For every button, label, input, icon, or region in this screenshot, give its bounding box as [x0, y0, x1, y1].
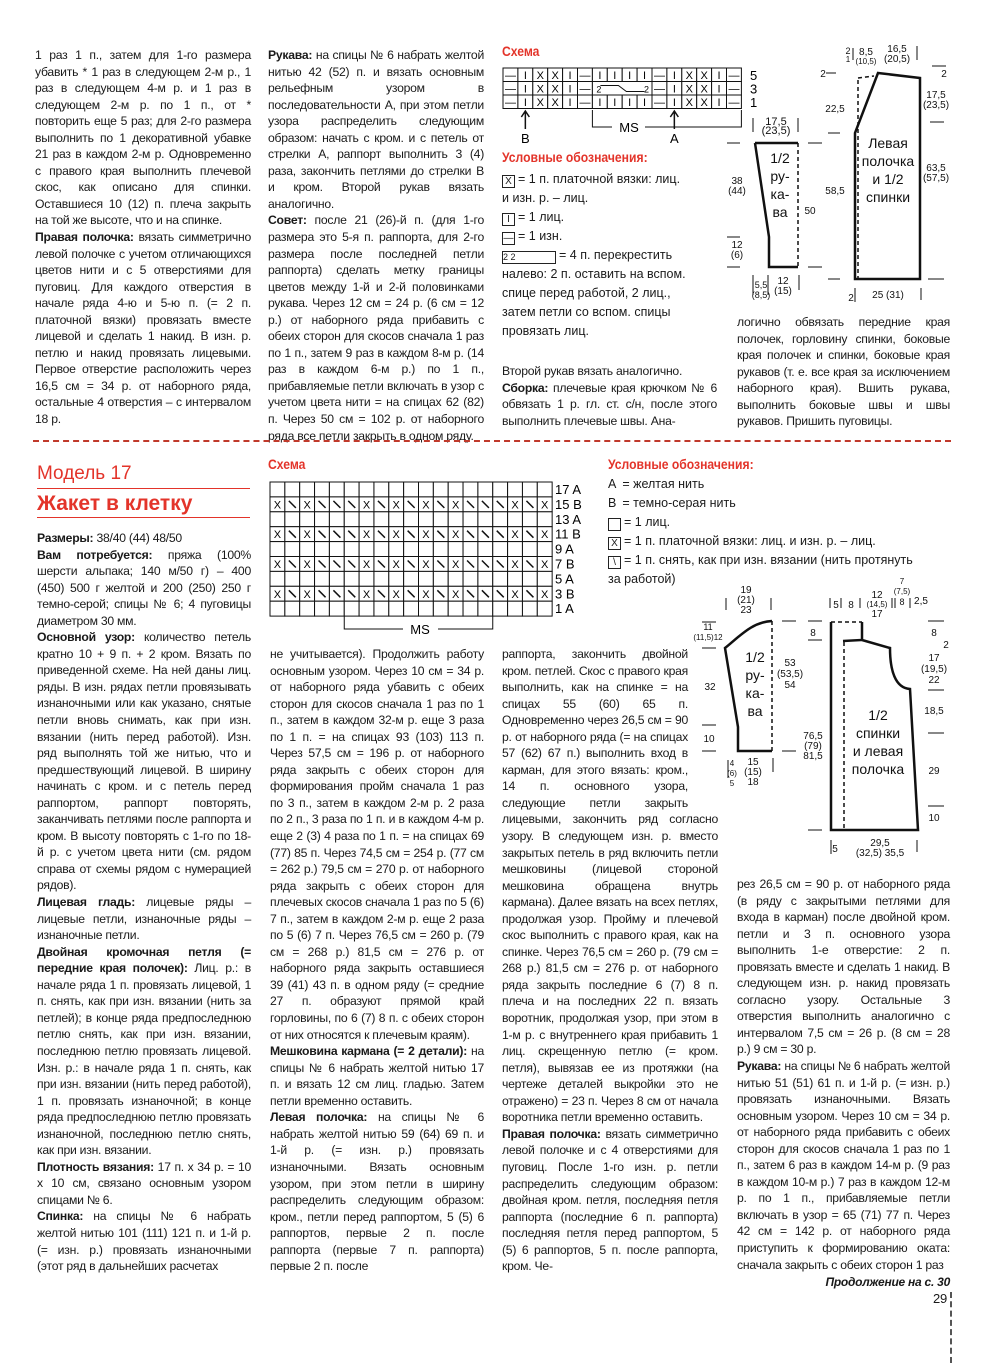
- legend-symbol-icon: I: [502, 213, 515, 226]
- scheme-symbol: I: [672, 83, 676, 96]
- dim-label: (44): [728, 186, 746, 197]
- row-label: 5 A: [555, 571, 574, 587]
- paragraph-text: лицевые ряды – лицевые петли, изнаночные ряды – изнаночные петли.: [37, 895, 251, 943]
- scheme-symbol: —: [579, 97, 591, 109]
- scheme-symbol: —: [728, 70, 740, 82]
- scheme-symbol: X: [273, 559, 282, 571]
- scheme-symbol: X: [273, 588, 282, 601]
- legend-symbol-icon: B: [608, 496, 617, 510]
- dim-label: (23,5): [922, 100, 950, 111]
- scheme-symbol: X: [273, 529, 282, 542]
- dim-label: 8: [810, 628, 816, 639]
- scheme-symbol: X: [541, 559, 549, 571]
- dim-label: 22,5: [825, 104, 845, 115]
- dim-label: 17,5: [926, 90, 946, 101]
- paragraph-text: логично обвязать передние края полочек, горловину спинки, боковые края полочек и спинки, боковые края рукавов (т. е. все края за исключением наборного края). Вшить рукава, выполнить боковые швы и швы рукавов. Пришить пуговицы.: [737, 315, 950, 429]
- dim-label: 5,5: [754, 280, 768, 290]
- row-label: 17 A: [555, 482, 582, 497]
- piece-label: 1/2: [868, 707, 888, 723]
- page-edge-dash: [950, 1292, 952, 1363]
- dim-label: 2: [848, 293, 854, 304]
- dim-label: 81,5: [803, 751, 823, 762]
- dim-label: 5: [832, 844, 838, 855]
- scheme-symbol: X: [422, 529, 430, 542]
- dim-label: 63,5: [926, 163, 946, 174]
- paragraph-heading: Правая полочка:: [35, 230, 134, 245]
- dim-label: 38: [731, 176, 743, 187]
- top-legend-title: Условные обозначения:: [502, 150, 648, 165]
- legend-text: = желтая нить: [622, 477, 705, 491]
- scheme-symbol: —: [504, 83, 516, 96]
- dim-label: (15): [744, 767, 762, 778]
- dim-label: 10: [928, 813, 940, 824]
- scheme-symbol: I: [568, 83, 572, 96]
- piece-label: ру-: [745, 667, 765, 683]
- ms-label: MS: [619, 120, 639, 135]
- dim-label: 2: [845, 46, 851, 56]
- row-label: 1 A: [555, 601, 574, 617]
- scheme-symbol: X: [685, 70, 693, 82]
- scheme-symbol: I: [613, 97, 617, 109]
- scheme-symbol: —: [504, 70, 516, 82]
- continued-note: Продолжение на с. 30: [825, 1275, 950, 1290]
- scheme-symbol: —: [653, 83, 665, 96]
- dim-label: 17: [928, 653, 940, 664]
- piece-label: и левая: [852, 743, 904, 759]
- piece-label: ва: [772, 204, 788, 220]
- scheme-symbol: X: [273, 499, 282, 512]
- dim-label: 1: [845, 55, 851, 64]
- legend-text: спице перед работой, 2 лиц.,: [502, 286, 671, 300]
- scheme-symbol: I: [568, 70, 572, 82]
- scheme-symbol: X: [392, 499, 400, 512]
- paragraph-text: не учитывается). Продолжить работу основным узором. Через 10 см = 34 р. от наборного ряда убавить с обеих сторон для скосов сначала 1 раз по 1 п., затем в каждом 32-м р. еще 3 раза по 1 п. = на спицах 93 (103) 113 п. Через 57,5 см = 196 р. от наборного ряда закрыть с обеих сторон для формирования пройм сначала 1 раз по 3 п., затем в каждом 2-м р. 2 раза по 2 п., 3 раза по 1 п. и в каждом 4-м р. еще 2 (3) 4 раза по 1 п. = на спицах 69 (77) 85 п. Через 74,5 см = 254 р. (77 см = 262 р.) 79,5 см = 270 р. от наборного ряда закрыть с обеих сторон для плечевых скосов сначала 1 раз по 5 (6) 7 п., затем в каждом 2-м р. еще 2 раза по 5 (6) 7 п. Через 76,5 см = 260 р. (79 см = 268 р.) 81,5 см = 276 р. от наборного ряда закрыть оставшиеся 39 (41) 43 п. в одном ряду (= средние 27 п. образуют прямой край горловины, по 6 (7) 8 п. с обеих сторон от них относятся к плечевым краям).: [270, 647, 484, 1042]
- scheme-symbol: X: [700, 83, 708, 96]
- paragraph-heading: Совет:: [268, 213, 307, 228]
- dim-label: 8: [899, 597, 905, 607]
- legend-text: = темно-серая нить: [622, 496, 736, 510]
- arrow-label: B: [521, 131, 530, 146]
- piece-label: спинки: [865, 189, 911, 205]
- paragraph-text: на спицы № 6 набрать желтой нитью 59 (64) 69 п. и 1-й р. (= изн. р.) провязать изнаночными. Вязать основным узором, при этом петли в ширину распределить следующим образом: кром., петли перед раппортом, 5 (5) 6 раппортов, первые 2 п. после раппорта (первые 7 п. раппорта) первые 2 п. после: [270, 1110, 484, 1274]
- scheme-symbol: X: [511, 559, 519, 571]
- arrow-label: A: [670, 131, 679, 146]
- scheme-symbol: X: [362, 529, 371, 542]
- paragraph-heading: Лицевая гладь:: [37, 895, 136, 910]
- bottom-column-4-wrap: [737, 876, 950, 1307]
- scheme-symbol: I: [672, 70, 676, 82]
- dim-label: (6): [727, 769, 737, 778]
- dim-label: 23: [740, 605, 752, 616]
- scheme-symbol: X: [362, 499, 371, 512]
- legend-text: = 4 п. перекрестить: [559, 248, 673, 262]
- dim-label: 8: [848, 600, 854, 611]
- scheme-symbol: I: [613, 70, 617, 82]
- dim-label: (53,5): [776, 669, 804, 680]
- dim-label: 25 (31): [872, 290, 904, 301]
- scheme-symbol: X: [303, 499, 311, 512]
- dim-label: (19,5): [920, 664, 948, 675]
- dim-label: 2: [943, 640, 949, 651]
- legend-text: = 1 лиц.: [624, 515, 671, 529]
- dim-label: (21): [737, 595, 755, 606]
- scheme-symbol: X: [451, 529, 460, 542]
- bottom-scheme-title: Схема: [268, 457, 306, 472]
- scheme-symbol: X: [422, 588, 430, 601]
- paragraph-text: плечевые края крючком № 6 обвязать 1 р. гл. ст. с/н, после этого выполнить плечевые швы. Ана-: [502, 380, 717, 428]
- scheme-symbol: I: [523, 97, 527, 109]
- dim-label: 18,5: [924, 706, 944, 717]
- dim-label: (32,5) 35,5: [855, 848, 905, 859]
- scheme-symbol: X: [451, 559, 460, 571]
- scheme-symbol: —: [504, 97, 516, 109]
- scheme-symbol: X: [422, 499, 430, 512]
- paragraph-heading: Правая полочка:: [502, 1126, 601, 1141]
- dim-label: 53: [784, 658, 796, 669]
- dim-label: 7: [899, 577, 905, 586]
- scheme-symbol: X: [422, 559, 430, 571]
- scheme-symbol: X: [362, 588, 371, 601]
- row-label: 5: [750, 68, 758, 83]
- scheme-symbol: I: [568, 97, 572, 109]
- row-label: 1: [750, 95, 758, 110]
- dim-label: 5: [729, 779, 735, 788]
- scheme-symbol: I: [717, 97, 721, 109]
- scheme-symbol: —: [728, 83, 740, 96]
- cross-number: 2: [596, 84, 602, 95]
- paragraph-text: на спицы № 6 набрать желтой нитью 42 (52) п. и вязать основным рельефным узором в последовательности А, при этом петли узора распределить следующим образом: начать с кром. и с петель от стрелки А, раппорт выполнить 3 (4) раза, закончить петлями до стрелки В и кром. Второй рукав вязать аналогично.: [268, 48, 484, 211]
- dim-label: 2: [820, 69, 826, 80]
- scheme-symbol: X: [700, 70, 708, 82]
- scheme-symbol: —: [653, 97, 665, 109]
- scheme-symbol: X: [303, 588, 311, 601]
- piece-label: ка-: [745, 685, 765, 701]
- dim-label: 29: [928, 766, 940, 777]
- paragraph-text: Второй рукав вязать аналогично.: [502, 364, 683, 378]
- paragraph-heading: Плотность вязания:: [37, 1159, 154, 1174]
- scheme-symbol: X: [685, 97, 693, 109]
- dim-label: 10: [703, 734, 715, 745]
- piece-label: ка-: [770, 186, 790, 202]
- cross-number: 2: [644, 84, 650, 95]
- scheme-symbol: X: [551, 83, 559, 96]
- piece-label: 1/2: [745, 649, 765, 665]
- dim-label: 11: [703, 622, 713, 632]
- dim-label: 32: [704, 682, 716, 693]
- legend-text: = 1 п. снять, как при изн. вязании (нить протянуть: [624, 553, 913, 567]
- scheme-symbol: I: [598, 97, 602, 109]
- paragraph-heading: Размеры:: [37, 531, 94, 545]
- scheme-symbol: X: [303, 529, 311, 542]
- scheme-symbol: I: [628, 97, 632, 109]
- scheme-symbol: I: [717, 83, 721, 96]
- legend-symbol-icon: \: [608, 556, 621, 569]
- paragraph-heading: Вам потребуется:: [37, 547, 153, 562]
- paragraph-text: пряжа (100% шерсти альпака; 140 м/50 г) – 400 (450) 500 г желтой и 200 (250) 250 г темно-серой; спицы № 6; 4 пуговицы диаметром 30 мм.: [37, 547, 251, 628]
- scheme-symbol: —: [728, 97, 740, 109]
- scheme-symbol: —: [579, 83, 591, 96]
- scheme-symbol: —: [653, 70, 665, 82]
- dim-label: 12: [777, 276, 789, 287]
- scheme-symbol: X: [551, 97, 559, 109]
- article-title: Жакет в клетку: [37, 492, 193, 515]
- row-label: 15 B: [555, 496, 582, 512]
- scheme-symbol: X: [541, 499, 549, 512]
- scheme-symbol: X: [541, 529, 549, 542]
- dim-label: (11,5)12: [693, 633, 723, 642]
- dim-label: 12: [871, 590, 883, 601]
- legend-text: затем петли со вспом. спицы: [502, 305, 671, 319]
- scheme-symbol: I: [672, 97, 676, 109]
- row-label: 11 B: [555, 526, 581, 542]
- row-label: 9 A: [555, 541, 574, 557]
- dim-label: (14,5): [866, 600, 888, 609]
- paragraph-heading: Левая полочка:: [270, 1110, 368, 1125]
- piece-label: полочка: [851, 761, 905, 777]
- scheme-symbol: I: [643, 97, 647, 109]
- paragraph-heading: Рукава:: [268, 48, 313, 62]
- piece-label: Левая: [868, 135, 908, 151]
- scheme-symbol: X: [511, 529, 519, 542]
- scheme-symbol: I: [523, 83, 527, 96]
- dim-label: (7,5): [893, 587, 911, 596]
- paragraph-heading: Спинка:: [37, 1209, 84, 1224]
- dim-label: (15): [774, 286, 792, 297]
- bottom-column-4: [737, 876, 950, 1273]
- scheme-symbol: X: [551, 70, 559, 82]
- scheme-symbol: I: [523, 70, 527, 82]
- paragraph: [737, 876, 950, 1058]
- legend-text: провязать лиц.: [502, 324, 589, 338]
- paragraph-text: вязать симметрично левой полочке с учетом отличающихся цветов нити и с 5 отверстиями для пуговиц. Для каждого отверстия в начале ряда 4-ю и 5-ю п. (= 2 п. платочной вязки) провязать вместе лицевой и сделать 1 накид. В изн. р. петлю и накид провязать лицевыми. Первое отверстие расположить через 16,5 см = 34 р. от наборного ряда, остальные 4 отверстия – с интервалом 18 р.: [35, 230, 251, 427]
- paragraph-heading: Рукава:: [737, 1059, 782, 1074]
- paragraph-text: 17 п. х 34 р. = 10 х 10 см, связано основным узором спицами № 6.: [37, 1159, 251, 1207]
- piece-label: ру-: [770, 168, 790, 184]
- paragraph-heading: Мешковина кармана (= 2 детали):: [270, 1044, 468, 1059]
- paragraph-text: на спицы № 6 набрать желтой нитью 17 п. и вязать 12 см лиц. гладью. Затем петли временно оставить.: [270, 1044, 484, 1108]
- dim-label: 29,5: [870, 838, 890, 849]
- dim-label: 8,5: [859, 47, 873, 58]
- legend-text: = 1 изн.: [518, 229, 563, 243]
- scheme-symbol: X: [511, 588, 519, 601]
- piece-label: 1/2: [770, 150, 790, 166]
- scheme-symbol: I: [628, 70, 632, 82]
- legend-text: за работой): [608, 572, 676, 586]
- dim-label: 4: [729, 759, 735, 768]
- row-label: 3: [750, 81, 758, 97]
- model-number: Модель 17: [37, 463, 132, 484]
- dim-label: 2,5: [914, 596, 928, 607]
- ms-label: MS: [410, 622, 430, 637]
- bottom-legend-title: Условные обозначения:: [608, 457, 754, 472]
- dim-label: 22: [928, 675, 940, 686]
- scheme-symbol: X: [541, 588, 549, 601]
- legend-symbol-icon: 2 2: [502, 251, 556, 264]
- paragraph-text: рез 26,5 см = 90 р. от наборного ряда (в ряду с закрытыми петлями для входа в карман) после двойной кром. петли и 3 п. основного узора выполнить 1-е отверстие: 2 п. провязать вместе и сделать 1 накид. В следующем изн. р. накид провязать согласно узору. Остальные 3 отверстия выполнить аналогично с интервалом 7,5 см = 26 р. (8 см = 28 р.) 9 см = 30 р.: [737, 877, 950, 1057]
- dim-label: 50: [804, 206, 816, 217]
- legend-symbol-icon: X: [502, 175, 515, 188]
- scheme-symbol: X: [536, 83, 544, 96]
- row-label: 13 A: [555, 511, 582, 527]
- paragraph: [737, 1058, 950, 1273]
- scheme-symbol: I: [643, 70, 647, 82]
- legend-symbol-icon: —: [503, 233, 514, 244]
- dim-label: 8: [931, 628, 937, 639]
- scheme-symbol: X: [536, 97, 544, 109]
- paragraph-text: после 21 (26)-й п. (для 1-го размера это 5-я п. раппорта, для 2-го размера после последней петли раппорта) сделать метку границы цветов между 1-й и 2-й половинками рукава. Через 12 см = 24 р. (6 см = 12 р.) от наборного ряда прибавить с обеих сторон для скосов сначала 1 раз по 1 п., затем 9 раз в каждом 8-м р. (14 раз в каждом 6-м р.) по 1 п., прибавляемые петли включать в узор с учетом цвета нити = на спицах 62 (82) п. Через 50 см = 102 р. от наборного ряда все петли закрыть в одном ряду.: [268, 213, 484, 443]
- dim-label: 54: [784, 680, 796, 691]
- dim-label: 17: [871, 609, 883, 620]
- dim-label: 19: [740, 585, 752, 596]
- paragraph-text: 38/40 (44) 48/50: [93, 531, 182, 545]
- dim-label: (6): [730, 250, 744, 261]
- legend-text: = 1 лиц.: [518, 210, 565, 224]
- paragraph-heading: Двойная кромочная петля (= передние края полочек):: [37, 944, 251, 976]
- scheme-symbol: X: [451, 499, 460, 512]
- legend-text: и изн. р. – лиц.: [502, 191, 589, 205]
- legend-symbol-icon: X: [608, 537, 621, 550]
- paragraph-text: 1 раз 1 п., затем для 1-го размера убавить * 1 раз в следующем 2-м р., 1 раз в следующем 4-м р. и 1 раз в следующем 2-м р. по 1 п., от * повторить еще 5 раз; для 2-го размера выполнить по 1 декоративной убавке 21 раз в каждом 2-м р. Одновременно с правого края выполнить плечевой скос, как описано для спинки. Оставшиеся 10 (12) п. плеча закрыть на той же высоте, что и на спинке.: [35, 48, 251, 228]
- scheme-symbol: X: [511, 499, 519, 512]
- dim-label: 17,5: [765, 116, 787, 128]
- dim-label: 18: [747, 777, 759, 788]
- scheme-symbol: X: [685, 83, 693, 96]
- legend-text: = 1 п. платочной вязки: лиц.: [518, 172, 681, 186]
- scheme-symbol: X: [451, 588, 460, 601]
- paragraph-text: на спицы № 6 набрать желтой нитью 101 (111) 121 п. и 1-й р. (= изн. р.) провязать изнаночными (этот ряд в дальнейших расчетах: [37, 1209, 251, 1274]
- scheme-symbol: X: [392, 559, 400, 571]
- dim-label: (79): [804, 741, 822, 752]
- dim-label: (8,5): [751, 290, 771, 300]
- scheme-symbol: I: [598, 70, 602, 82]
- piece-label: и 1/2: [872, 171, 904, 187]
- piece-label: ва: [747, 703, 763, 719]
- paragraph-text: Лиц. р.: в начале ряда 1 п. провязать лицевой, 1 п. снять, как при изн. вязании (нить за петлей); в конце ряда предпоследнюю петлю снять, как при изн. вязании, последнюю петлю провязать лицевой. Изн. р.: в начале ряда 1 п. снять, как при изн. вязании (нить перед работой), 1 п. провязать изнаночной; в конце ряда предпоследнюю петлю провязать изнаночной, последнюю петлю снять, как при изн. вязании.: [37, 961, 252, 1158]
- row-label: 3 B: [555, 586, 575, 602]
- scheme-symbol: X: [303, 559, 311, 571]
- legend-text: налево: 2 п. оставить на вспом.: [502, 267, 686, 281]
- dim-label: 15: [747, 757, 759, 768]
- scheme-symbol: —: [579, 70, 591, 82]
- paragraph-text: количество петель кратно 10 + 9 п. + 2 кром. Вязать по приведенной схеме. На ней даны лиц. ряды. В изн. рядах петли провязывать изнаночными или как указано, снятые петли вновь снимать, как при изн. вязании (нить перед работой). Изн. ряд выполнять той же нитью, что и предшествующий лицевой. В ширину начинать с кром. и с петель перед раппортом, раппорт повторять, заканчивать петлями после раппорта и кром. В высоту повторять с 1-го по 18-й р. с учетом цвета нити (см. рядом справа от схемы рядом с нумерацией рядов).: [37, 630, 252, 893]
- dim-label: 12: [731, 240, 743, 251]
- paragraph-text: вязать симметрично левой полочке и с 4 отверстиями для пуговиц. После 1-го изн. р. петли распределить следующим образом: двойная кром. петля, последняя петля раппорта (последние 6 п. раппорта) последняя петля перед раппортом, 5 (5) 6 раппортов, 5 п. после раппорта, кром. Че-: [502, 1126, 718, 1274]
- piece-label: полочка: [861, 153, 915, 169]
- top-scheme-title: Схема: [502, 44, 540, 59]
- dim-label: (23,5): [761, 125, 791, 137]
- scheme-symbol: X: [362, 559, 371, 571]
- dim-label: 2: [941, 69, 947, 80]
- legend-text: = 1 п. платочной вязки: лиц. и изн. р. – лиц.: [624, 534, 876, 548]
- scheme-symbol: X: [392, 529, 400, 542]
- dim-label: (20,5): [883, 54, 911, 65]
- scheme-symbol: I: [717, 70, 721, 82]
- paragraph-heading: Основной узор:: [37, 630, 135, 645]
- scheme-symbol: X: [536, 70, 544, 82]
- legend-symbol-icon: A: [608, 477, 617, 491]
- dim-label: (57,5): [922, 173, 950, 184]
- dim-label: 16,5: [887, 44, 907, 55]
- paragraph-text: на спицы № 6 набрать желтой нитью 51 (51) 61 п. и 1-й р. (= изн. р.) провязать изнаночными. Вязать основным узором. Через 10 см = 34 р. от наборного ряда прибавить с обеих сторон для скосов сначала 1 раз по 1 п., затем 6 раз в каждом 14-м р. (9 раз в каждом 10-м р.) 7 раз в каждом 12-м р. по 1 п., прибавляемые петли включать в узор = 65 (71) 77 п. Через 42 см = 142 р. от наборного ряда приступить к формированию оката: сначала закрыть с обеих сторон 1 раз: [737, 1059, 950, 1272]
- paragraph-heading: Сборка:: [502, 380, 549, 395]
- dim-label: 76,5: [803, 731, 823, 742]
- dim-label: 5: [833, 600, 839, 611]
- paragraph-text: раппорта, закончить двойной кром. петлей. Скос с правого края выполнить, как на спинке = на спицах 55 (60) 65 п. Одновременно через 26,5 см = 90 р. от наборного ряда (= на спицах 57 (62) 67 п.) выполнить вход в карман, для этого вязать: кром., 14 п. основного узора, следующие петли закрыть лицевыми, закончить ряд согласно узору. В следующем изн. р. вместо закрытых петель в ряд включить петли мешковины (лицевой стороной мешковина обращена внутрь кармана). Далее вязать на всех петлях, продолжая узор. Пройму и плечевой скос выполнить с правого края, как на спинке. Через 76,5 см = 260 р. (79 см = 268 р.) 81,5 см = 276 р. от наборного ряда закрыть последние 6 (7) 8 п. плеча и на последних 22 п. вязать воротник, продолжая узор, при этом в 1-м р. с внутреннего края прибавить 1 лиц. скрещенную петлю (= кром. петля), вывязав ее из протяжки (на чертеже деталей выкройки это не отражено) = 23 п. Через 8 см от начала воротника петли временно оставить.: [502, 647, 718, 1125]
- piece-label: спинки: [855, 725, 901, 741]
- scheme-symbol: X: [392, 588, 400, 601]
- dim-label: (10,5): [855, 57, 877, 66]
- row-label: 7 B: [555, 556, 575, 572]
- page-number: 29: [933, 1290, 947, 1306]
- dim-label: 58,5: [825, 186, 845, 197]
- scheme-symbol: X: [700, 97, 708, 109]
